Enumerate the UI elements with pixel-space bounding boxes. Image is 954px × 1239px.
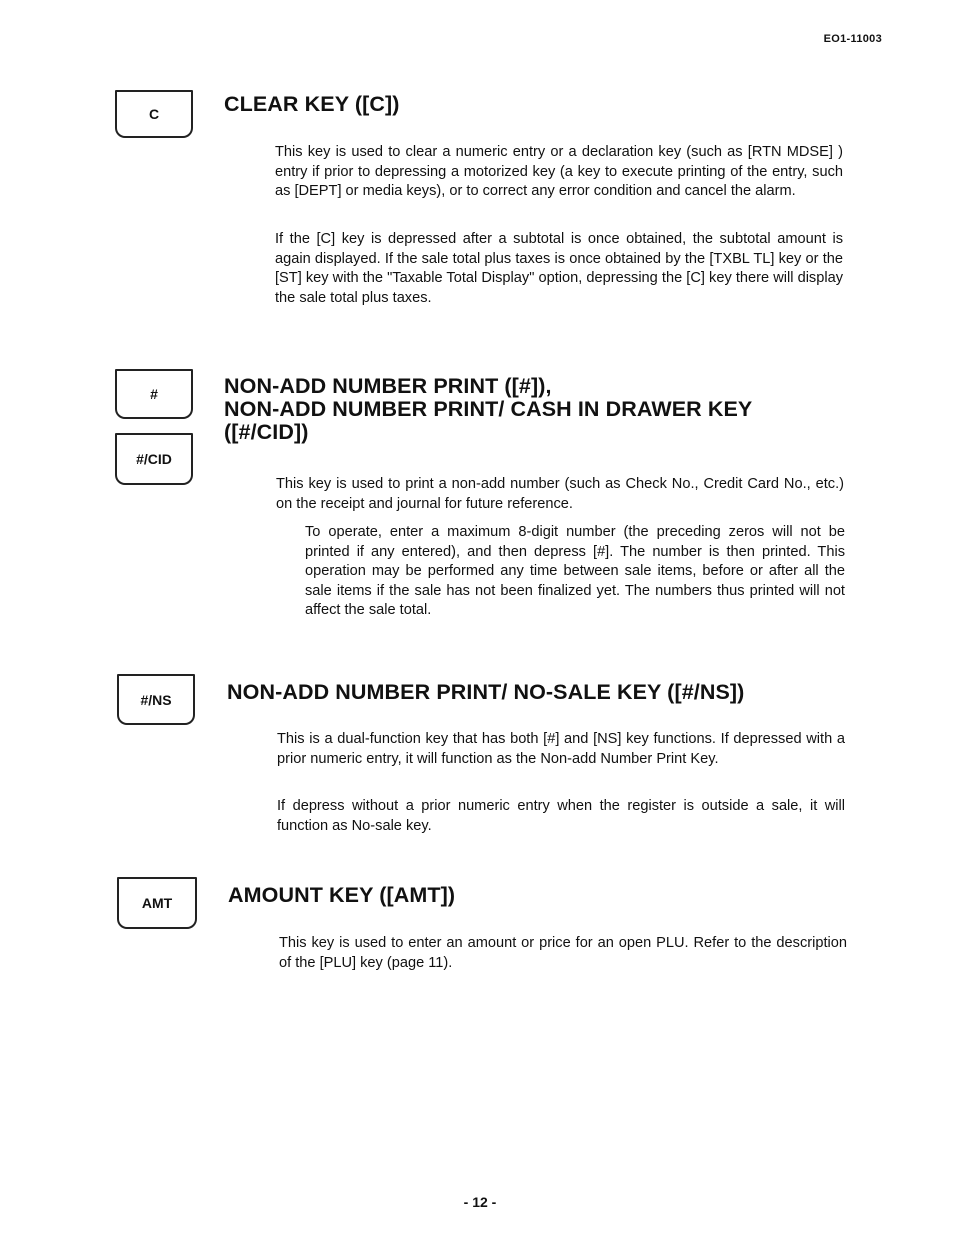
clear-key-heading: CLEAR KEY ([C]) [224, 92, 400, 116]
c-key-icon: C [115, 90, 193, 138]
clear-key-paragraph-2: If the [C] key is depressed after a subtotal is once obtained, the subtotal amount is again displayed. If the sale total plus taxes is once obtained by the [TXBL TL] key or the [ST] key with the "Taxable Total Display" option, depressing the [C] key there will display the sale total plus taxes. [275, 231, 843, 306]
clear-key-paragraph-1: This key is used to clear a numeric entry or a declaration key (such as [RTN MDSE] ) entry if prior to depressing a motorized key (a key to execute printing of the entry, such as [DEPT] or media keys), or to correct any error condition and cancel the alarm. [275, 144, 843, 199]
page-number: - 12 - [463, 1194, 497, 1210]
no-sale-paragraph-2: If depress without a prior numeric entry when the register is outside a sale, it will function as No-sale key. [277, 798, 845, 834]
amt-key-icon: AMT [117, 877, 197, 929]
non-add-paragraph-1: This key is used to print a non-add number (such as Check No., Credit Card No., etc.) on the receipt and journal for future reference. [276, 476, 844, 512]
amount-key-heading: AMOUNT KEY ([AMT]) [228, 883, 456, 907]
hash-key-icon: # [115, 369, 193, 419]
heading-line-1: NON-ADD NUMBER PRINT ([#]), [224, 374, 552, 398]
amount-key-paragraph-1: This key is used to enter an amount or price for an open PLU. Refer to the description of the [PLU] key (page 11). [279, 935, 847, 971]
heading-line-3: ([#/CID]) [224, 420, 309, 444]
non-add-paragraph-2: To operate, enter a maximum 8-digit number (the preceding zeros will not be printed if any entered), and then depress [#]. The number is then printed. This operation may be performed any time between sale items, before or after all the sale items if the sale has not been finalized yet. The numbers thus printed will not affect the sale total. [305, 524, 845, 618]
hash-ns-key-icon: #/NS [117, 674, 195, 725]
non-add-number-print-heading [224, 375, 824, 444]
document-number: EO1-11003 [823, 33, 882, 45]
heading-line-2: NON-ADD NUMBER PRINT/ CASH IN DRAWER KEY [224, 397, 753, 421]
hash-cid-key-icon: #/CID [115, 433, 193, 485]
no-sale-paragraph-1: This is a dual-function key that has both [#] and [NS] key functions. If depressed with a prior numeric entry, it will function as the Non-add Number Print Key. [277, 731, 845, 767]
no-sale-key-heading: NON-ADD NUMBER PRINT/ NO-SALE KEY ([#/NS]) [227, 680, 745, 704]
